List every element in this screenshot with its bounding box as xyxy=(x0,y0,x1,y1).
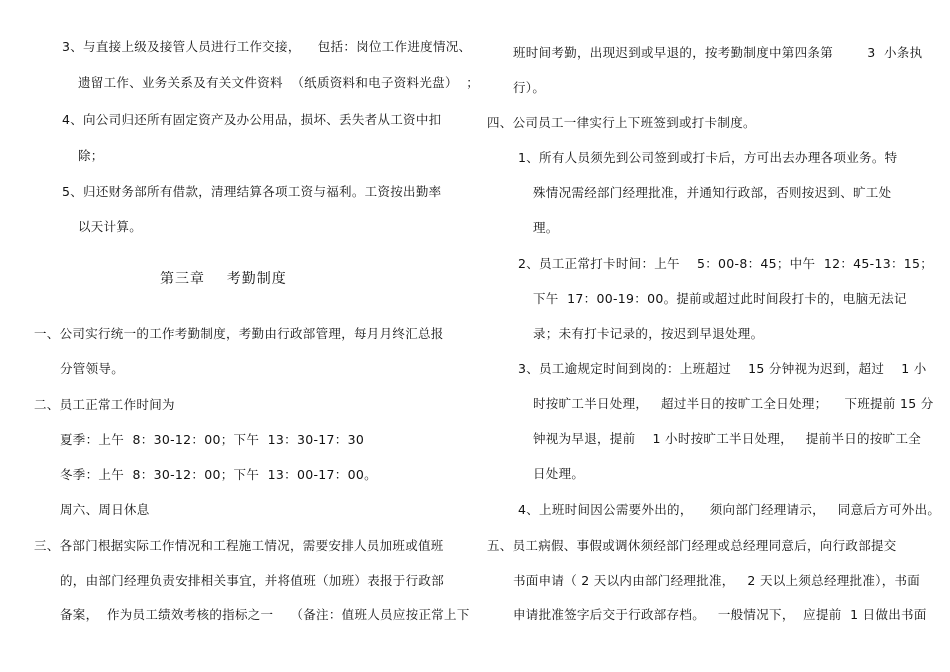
summer-hours: 夏季：上午 8：30-12：00；下午 13：30-17：30 xyxy=(60,432,365,447)
rule4-line1: 4、上班时间因公需要外出的， 须向部门经理请示， 同意后方可外出。 xyxy=(518,502,941,517)
chapter-title: 第三章 考勤制度 xyxy=(160,271,287,287)
rule1-line1: 1、所有人员须先到公司签到或打卡后，方可出去办理各项业务。特 xyxy=(518,150,898,165)
section3-line2: 的，由部门经理负责安排相关事宜，并将值班（加班）表报于行政部 xyxy=(60,573,445,588)
item4-line1: 4、向公司归还所有固定资产及办公用品，损坏、丢失者从工资中扣 xyxy=(62,112,442,127)
section3-line1: 三、各部门根据实际工作情况和工程施工情况，需要安排人员加班或值班 xyxy=(34,538,444,553)
rule3-line1: 3、员工逾规定时间到岗的：上班超过 15 分钟视为迟到，超过 1 小 xyxy=(518,361,927,376)
rule3-line4: 日处理。 xyxy=(533,466,585,481)
item4-line2: 除； xyxy=(78,148,104,163)
section4-line1: 四、公司员工一律实行上下班签到或打卡制度。 xyxy=(487,115,756,130)
rule3-line3: 钟视为早退，提前 1 小时按旷工半日处理， 提前半日的按旷工全 xyxy=(533,431,922,446)
continuation-line2: 行）。 xyxy=(513,80,546,95)
winter-hours: 冬季：上午 8：30-12：00；下午 13：00-17：00。 xyxy=(60,467,377,482)
section2-line1: 二、员工正常工作时间为 xyxy=(34,397,175,412)
section1-line1: 一、公司实行统一的工作考勤制度，考勤由行政部管理，每月月终汇总报 xyxy=(34,326,444,341)
item5-line1: 5、归还财务部所有借款，清理结算各项工资与福利。工资按出勤率 xyxy=(62,184,442,199)
continuation-line1: 班时间考勤，出现迟到或早退的，按考勤制度中第四条第 3 小条执 xyxy=(513,45,923,60)
rule2-line1: 2、员工正常打卡时间：上午 5：00-8：45；中午 12：45-13：15； xyxy=(518,256,934,271)
item3-line1: 3、与直接上级及接管人员进行工作交接， 包括：岗位工作进度情况、 xyxy=(62,39,472,54)
rule1-line2: 殊情况需经部门经理批准，并通知行政部，否则按迟到、旷工处 xyxy=(533,185,892,200)
rule1-line3: 理。 xyxy=(533,220,559,235)
item5-line2: 以天计算。 xyxy=(78,219,143,234)
section5-line1: 五、员工病假、事假或调休须经部门经理或总经理同意后，向行政部提交 xyxy=(487,538,897,553)
rule2-line3: 录；未有打卡记录的，按迟到早退处理。 xyxy=(533,326,764,341)
rule2-line2: 下午 17：00-19：00。提前或超过此时间段打卡的，电脑无法记 xyxy=(533,291,907,306)
rule3-line2: 时按旷工半日处理， 超过半日的按旷工全日处理； 下班提前 15 分 xyxy=(533,396,934,411)
section5-line2: 书面申请（ 2 天以内由部门经理批准， 2 天以上须总经理批准），书面 xyxy=(513,573,921,588)
item3-line2: 遗留工作、业务关系及有关文件资料 （纸质资料和电子资料光盘） ； xyxy=(78,75,480,90)
section5-line3: 申请批准签字后交于行政部存档。 一般情况下， 应提前 1 日做出书面 xyxy=(513,607,927,622)
section1-line2: 分管领导。 xyxy=(60,361,125,376)
weekend-rest: 周六、周日休息 xyxy=(60,502,150,517)
section3-line3: 备案， 作为员工绩效考核的指标之一 （备注：值班人员应按正常上下 xyxy=(60,607,470,622)
